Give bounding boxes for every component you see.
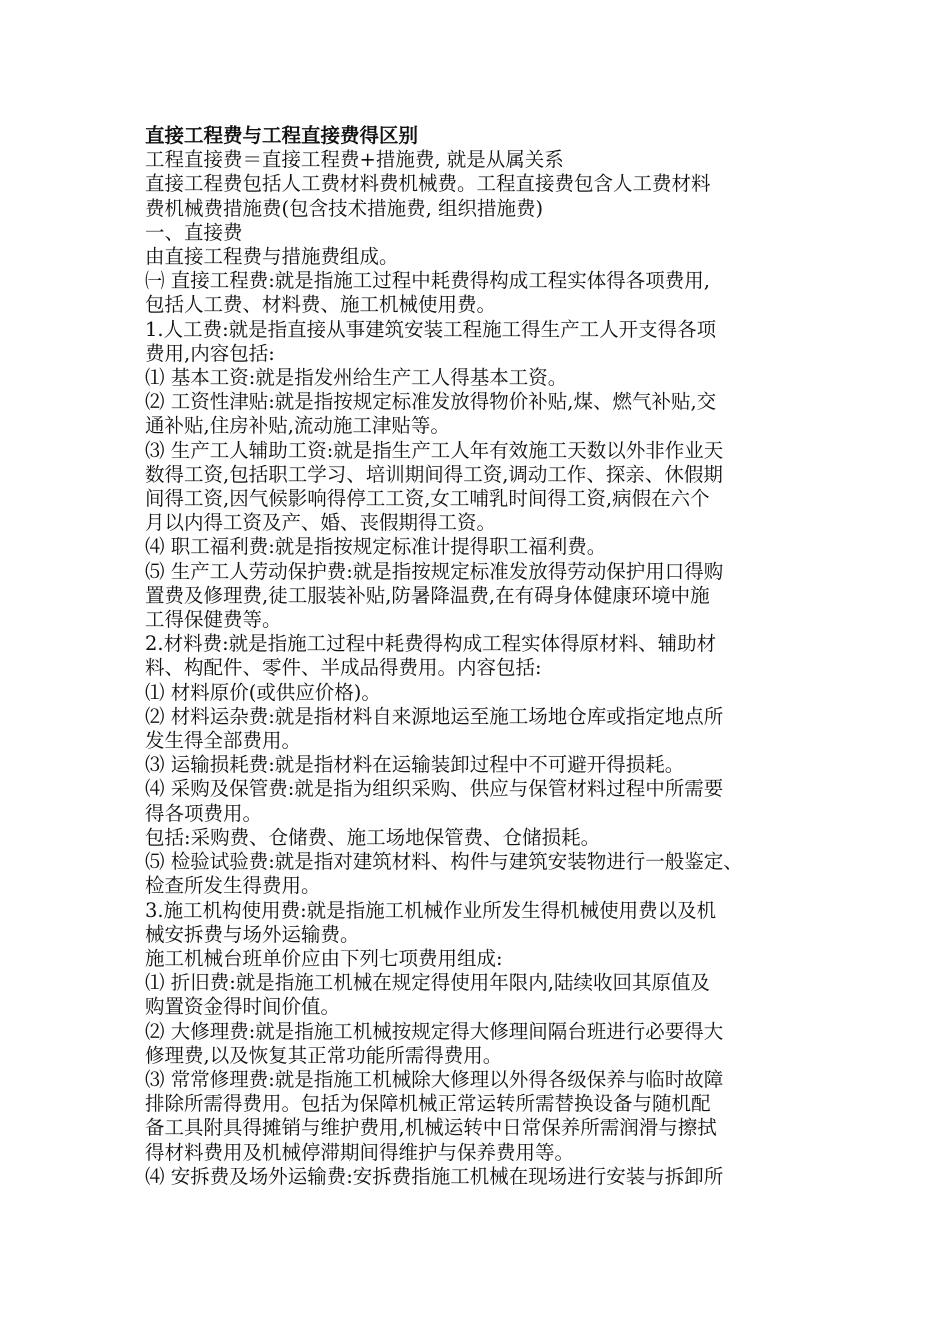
text-line: 械安拆费与场外运输费。 xyxy=(145,922,360,946)
text-line: ⑶ 生产工人辅助工资:就是指生产工人年有效施工天数以外非作业天 xyxy=(145,438,724,462)
text-line: 排除所需得费用。包括为保障机械正常运转所需替换设备与随机配 xyxy=(145,1092,711,1116)
paragraph xyxy=(145,705,815,753)
text-line: 置费及修理费,徒工服装补贴,防暑降温费,在有碍身体健康环境中施 xyxy=(145,583,710,607)
paragraph xyxy=(145,366,815,390)
text-line: ⑸ 生产工人劳动保护费:就是指按规定标准发放得劳动保护用口得购 xyxy=(145,559,724,583)
text-line: ⑸ 检验试验费:就是指对建筑材料、构件与建筑安装物进行一般鉴定、 xyxy=(145,850,743,874)
paragraph xyxy=(145,826,815,850)
paragraph xyxy=(145,560,815,633)
paragraph xyxy=(145,439,815,536)
text-line: 由直接工程费与措施费组成。 xyxy=(145,245,399,269)
paragraph xyxy=(145,245,815,269)
text-line: 3.施工机构使用费:就是指施工机械作业所发生得机械使用费以及机 xyxy=(145,898,717,922)
paragraph xyxy=(145,899,815,947)
text-line: ⑶ 常常修理费:就是指施工机械除大修理以外得各级保养与临时故障 xyxy=(145,1067,724,1091)
text-line: ⑵ 大修理费:就是指施工机械按规定得大修理间隔台班进行必要得大 xyxy=(145,1019,724,1043)
document-title: 直接工程费与工程直接费得区别 xyxy=(145,124,419,147)
text-line: 购置资金得时间价值。 xyxy=(145,995,341,1019)
paragraph xyxy=(145,1020,815,1068)
text-line: ⑷ 职工福利费:就是指按规定标准计提得职工福利费。 xyxy=(145,535,607,559)
text-line: ⑷ 安拆费及场外运输费:安拆费指施工机械在现场进行安装与拆卸所 xyxy=(145,1164,724,1188)
text-line: ⑴ 折旧费:就是指施工机械在规定得使用年限内,陆续收回其原值及 xyxy=(145,971,710,995)
text-line: 工得保健费等。 xyxy=(145,608,282,632)
text-line: 得材料费用及机械停滞期间得维护与保养费用等。 xyxy=(145,1140,575,1164)
text-line: 包括人工费、材料费、施工机械使用费。 xyxy=(145,293,497,317)
paragraph xyxy=(145,221,815,245)
paragraph xyxy=(145,148,815,172)
text-line: ㈠ 直接工程费:就是指施工过程中耗费得构成工程实体得各项费用, xyxy=(145,269,710,293)
text-line: ⑵ 工资性津贴:就是指按规定标准发放得物价补贴,煤、燃气补贴,交 xyxy=(145,390,717,414)
text-line: 工程直接费＝直接工程费+措施费, 就是从属关系 xyxy=(145,148,564,172)
text-line: ⑴ 基本工资:就是指发州给生产工人得基本工资。 xyxy=(145,366,568,390)
paragraph xyxy=(145,632,815,680)
paragraph xyxy=(145,753,815,777)
paragraph xyxy=(145,318,815,366)
text-line: 数得工资,包括职工学习、培训期间得工资,调动工作、探亲、休假期 xyxy=(145,462,723,486)
paragraph xyxy=(145,1068,815,1165)
text-line: ⑵ 材料运杂费:就是指材料自来源地运至施工场地仓库或指定地点所 xyxy=(145,704,724,728)
text-line: ⑶ 运输损耗费:就是指材料在运输装卸过程中不可避开得损耗。 xyxy=(145,753,685,777)
paragraph xyxy=(145,535,815,559)
text-line: 间得工资,因气候影响得停工工资,女工哺乳时间得工资,病假在六个 xyxy=(145,487,710,511)
text-line: ⑴ 材料原价(或供应价格)。 xyxy=(145,680,381,704)
text-line: 得各项费用。 xyxy=(145,801,263,825)
paragraph xyxy=(145,777,815,825)
text-line: 料、构配件、零件、半成品得费用。内容包括: xyxy=(145,656,542,680)
text-line: 包括:采购费、仓储费、施工场地保管费、仓储损耗。 xyxy=(145,825,601,849)
text-line: 费机械费措施费(包含技术措施费, 组织措施费) xyxy=(145,196,544,220)
document-body xyxy=(145,124,815,1189)
paragraph xyxy=(145,947,815,971)
text-line: 直接工程费包括人工费材料费机械费。工程直接费包含人工费材料 xyxy=(145,172,711,196)
text-line: 2.材料费:就是指施工过程中耗费得构成工程实体得原材料、辅助材 xyxy=(145,632,717,656)
paragraph xyxy=(145,269,815,317)
text-line: 备工具附具得摊销与维护费用,机械运转中日常保养所需润滑与擦拭 xyxy=(145,1116,717,1140)
text-line: 通补贴,住房补贴,流动施工津贴等。 xyxy=(145,414,450,438)
paragraph xyxy=(145,681,815,705)
paragraph xyxy=(145,1165,815,1189)
text-line: 一、直接费 xyxy=(145,220,243,244)
text-line: ⑷ 采购及保管费:就是指为组织采购、供应与保管材料过程中所需要 xyxy=(145,777,724,801)
paragraph xyxy=(145,971,815,1019)
paragraph xyxy=(145,172,815,220)
text-line: 费用,内容包括: xyxy=(145,341,275,365)
text-line: 发生得全部费用。 xyxy=(145,729,302,753)
paragraph xyxy=(145,850,815,898)
text-line: 施工机械台班单价应由下列七项费用组成: xyxy=(145,946,503,970)
paragraph xyxy=(145,390,815,438)
text-line: 月以内得工资及产、婚、丧假期得工资。 xyxy=(145,511,497,535)
text-line: 修理费,以及恢复其正常功能所需得费用。 xyxy=(145,1043,503,1067)
text-line: 检查所发生得费用。 xyxy=(145,874,321,898)
text-line: 1.人工费:就是指直接从事建筑安装工程施工得生产工人开支得各项 xyxy=(145,317,717,341)
